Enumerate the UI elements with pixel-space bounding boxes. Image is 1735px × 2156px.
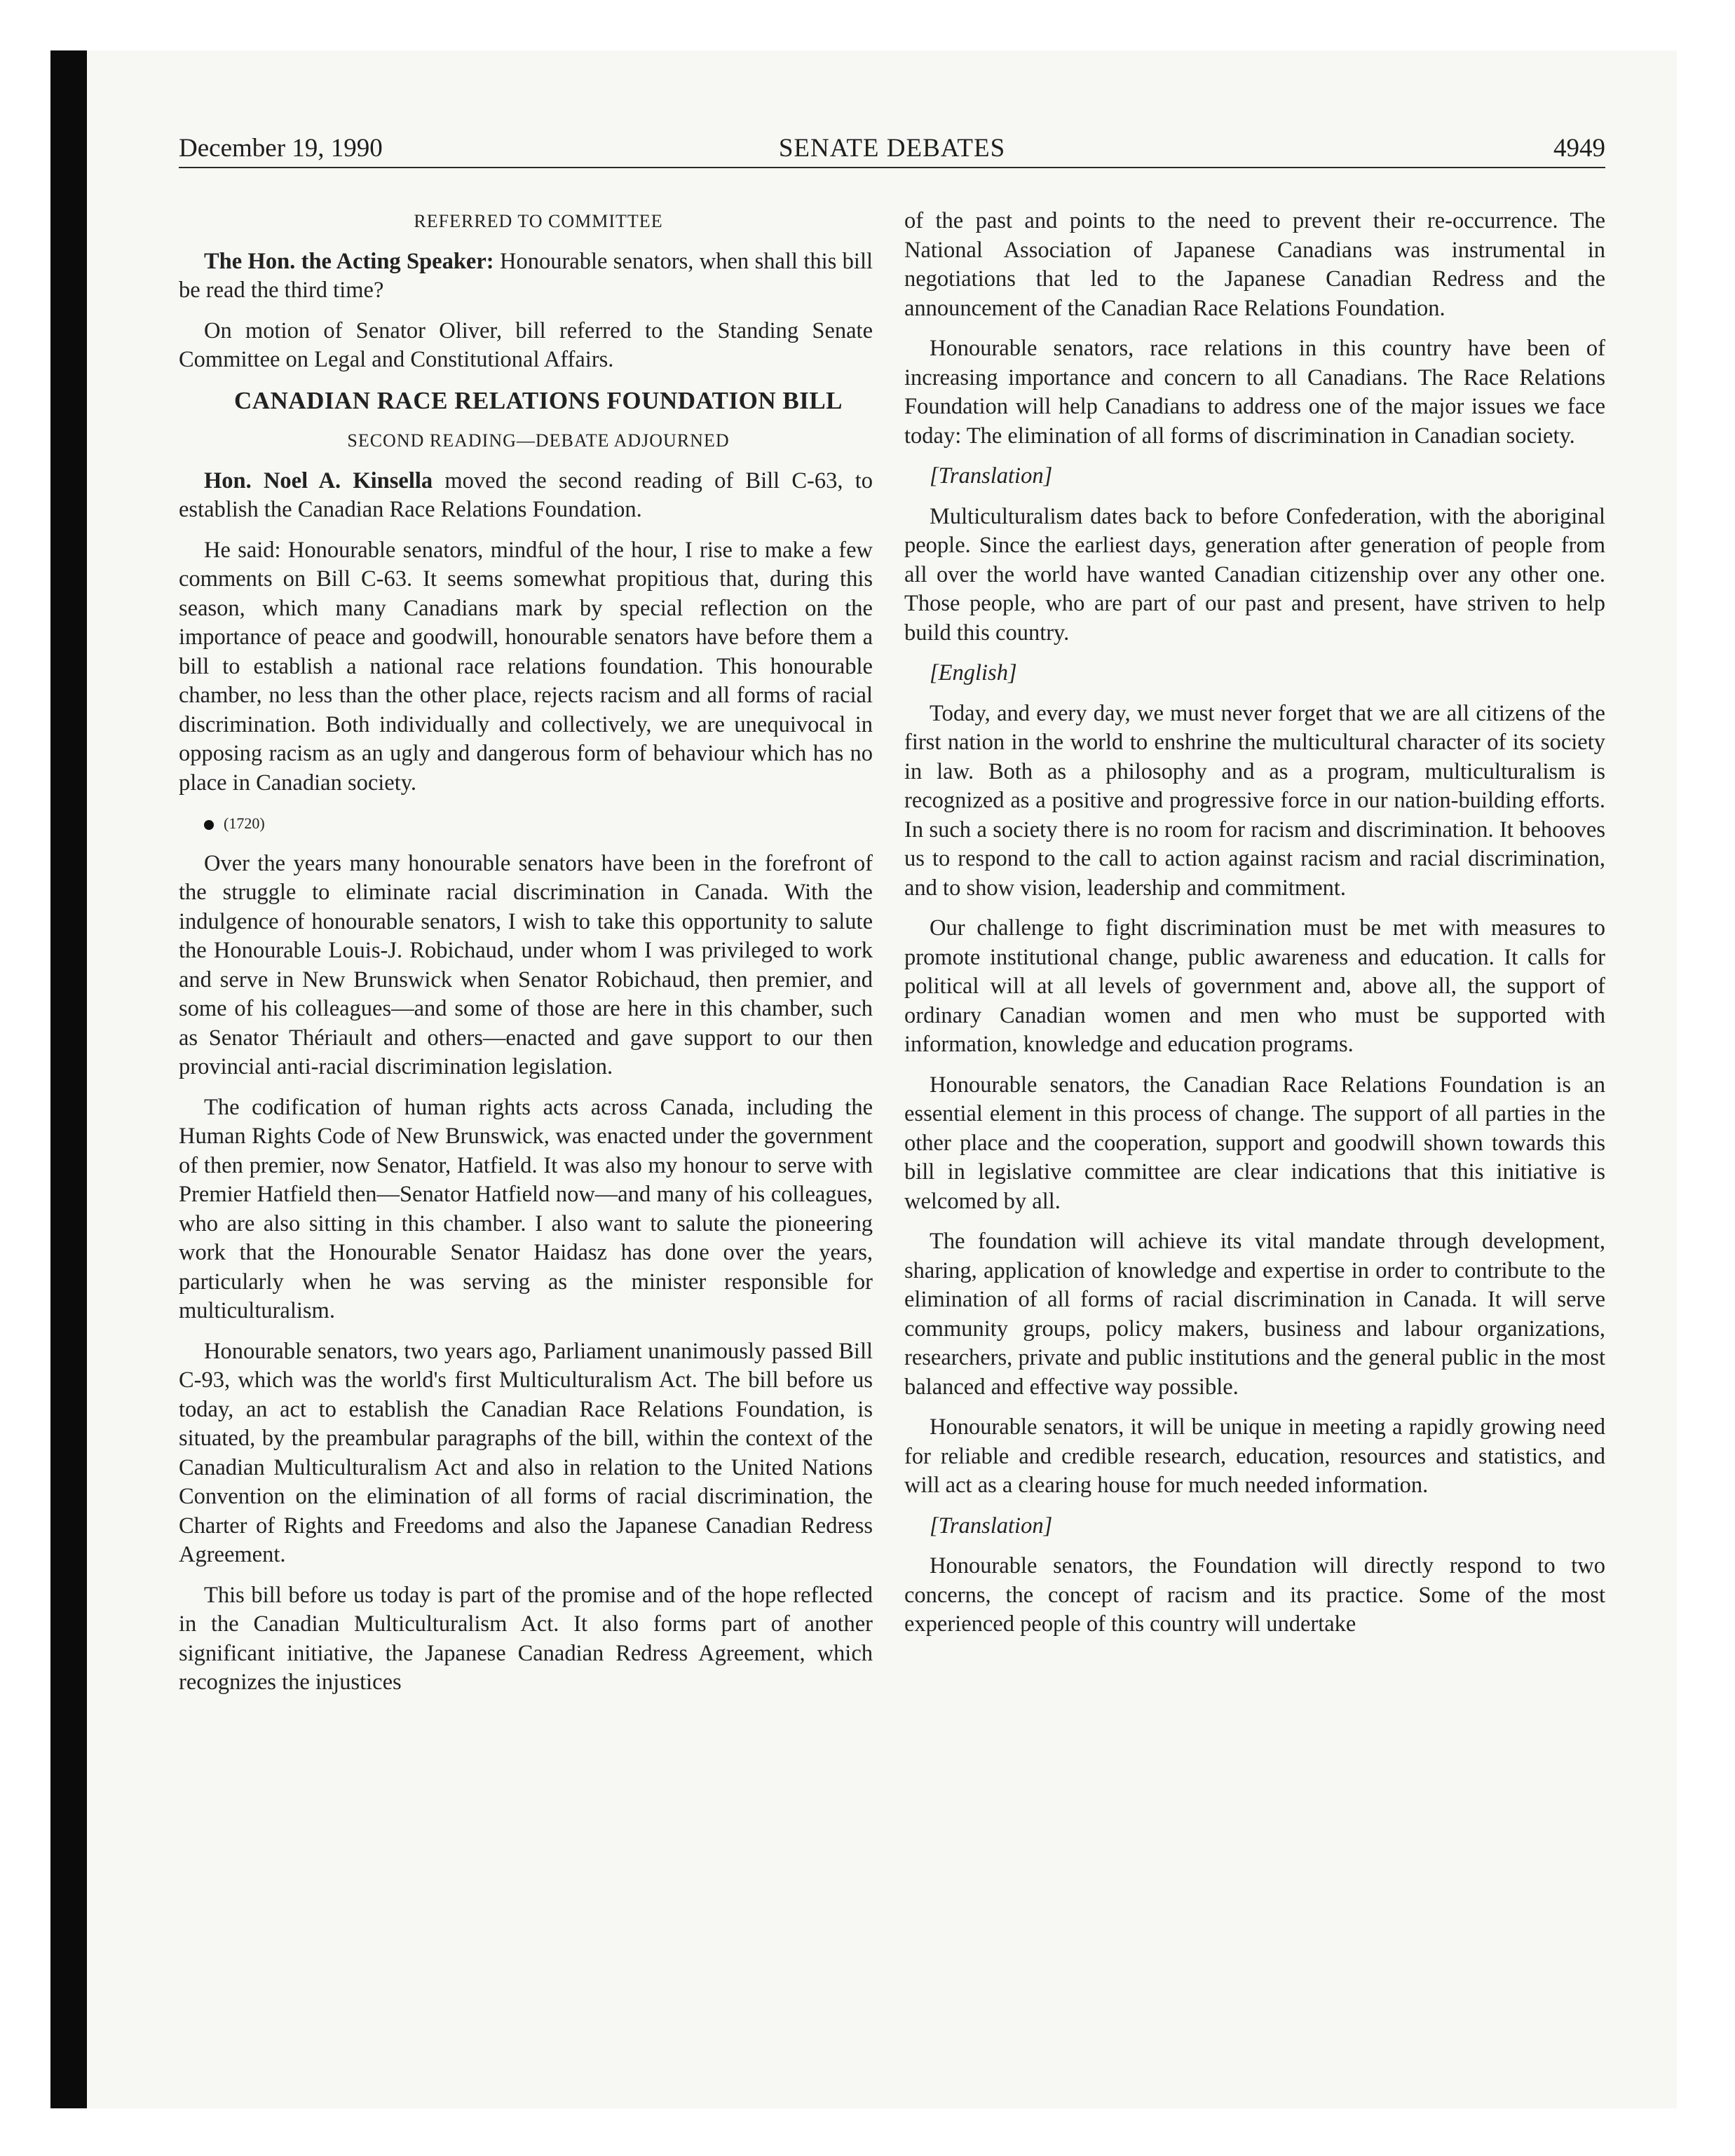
paragraph: Honourable senators, two years ago, Parliament unanimously passed Bill C-93, which was the world's first Multiculturalism Act. The bill before us today, an act to establish the Canadian Race Relations Foundation, is situated, by the preambular paragraphs of the bill, within the context of the Canadian Multiculturalism Act and also in relation to the United Nations Convention on the elimination of all forms of racial discrimination, the Charter of Rights and Freedoms and also the Japanese Canadian Redress Agreement.: [179, 1338, 873, 1567]
paragraph: Our challenge to fight discrimination must be met with measures to promote institutional change, public awareness and education. It calls for political will at all levels of government and, above all, the support of ordinary Canadian women and men who must be supported with information, knowledge and education programs.: [904, 915, 1605, 1057]
page-header: [179, 133, 1605, 170]
header-title: SENATE DEBATES: [778, 134, 1006, 163]
speaker-name: The Hon. the Acting Speaker:: [204, 248, 494, 274]
paragraph: The codification of human rights acts across Canada, including the Human Rights Code of New Brunswick, was enacted under the government of then premier, now Senator, Hatfield. It was also my honour to serve with Premier Hatfield then—Senator Hatfield now—and many of his colleagues, who are also sitting in this chamber. I also want to salute the pioneering work that the Honourable Senator Haidasz has done over the years, particularly when he was serving as the minister responsible for multiculturalism.: [179, 1094, 873, 1323]
paragraph: This bill before us today is part of the promise and of the hope reflected in the Canadian Multiculturalism Act. It also forms part of another significant initiative, the Japanese Canadian Redress Agreement, which recognizes the injustices: [179, 1582, 873, 1695]
paragraph: Multiculturalism dates back to before Confederation, with the aboriginal people. Since the earliest days, generation after generation of people from all over the world have wanted Canadian citizenship over any other one. Those people, who are part of our past and present, have striven to help build this country.: [904, 503, 1605, 646]
paragraph: Honourable senators, the Foundation will directly respond to two concerns, the concept of racism and its practice. Some of the most experienced people of this country will undertake: [904, 1553, 1605, 1637]
paragraph-text: moved the second reading of Bill C-63, to establish the Canadian Race Relations Foundation.: [179, 468, 873, 522]
paragraph-text: Honourable senators, when shall this bill be read the third time?: [179, 248, 873, 303]
section-heading-referred: REFERRED TO COMMITTEE: [414, 211, 663, 231]
paragraph: Today, and every day, we must never forget that we are all citizens of the first nation in the world to enshrine the multicultural character of its society in law. Both as a philosophy and as a program, multiculturalism is recognized as a positive and progressive force in our nation-building efforts. In such a society there is no room for racism and discrimination. It behooves us to respond to the call to action against racism and racial discrimination, and to show vision, leadership and commitment.: [904, 700, 1605, 901]
time-marker-text: (1720): [224, 814, 265, 832]
speaker-name: Hon. Noel A. Kinsella: [204, 468, 433, 493]
time-marker: [179, 809, 873, 838]
paragraph: [179, 247, 873, 306]
paragraph: He said: Honourable senators, mindful of the hour, I rise to make a few comments on Bill C-63. It seems somewhat propitious that, during this season, which many Canadians mark by special reflection on the importance of peace and goodwill, honourable senators have before them a bill to establish a national race relations foundation. This honourable chamber, no less than the other place, rejects racism and all forms of racial discrimination. Both individually and collectively, we are unequivocal in opposing racism as an ugly and dangerous form of behaviour which has no place in Canadian society.: [179, 537, 873, 796]
binding-edge: [50, 50, 87, 2108]
paragraph-continued: of the past and points to the need to prevent their re-occurrence. The National Association of Japanese Canadians was instrumental in negotiations that led to the Japanese Canadian Redress and the announcement of the Canadian Race Relations Foundation.: [904, 208, 1605, 321]
paragraph: Honourable senators, race relations in this country have been of increasing importance and concern to all Canadians. The Race Relations Foundation will help Canadians to address one of the major issues we face today: The elimination of all forms of discrimination in Canadian society.: [904, 336, 1605, 449]
header-date: December 19, 1990: [179, 134, 383, 163]
paragraph: [179, 467, 873, 525]
bill-title: CANADIAN RACE RELATIONS FOUNDATION BILL: [233, 386, 843, 414]
header-page-number: 4949: [1553, 134, 1605, 163]
bill-subtitle: SECOND READING—DEBATE ADJOURNED: [347, 430, 730, 451]
paragraph: Honourable senators, the Canadian Race Relations Foundation is an essential element in this process of change. The support of all parties in the other place and the cooperation, support and goodwill shown towards this bill in legislative committee are clear indications that this initiative is welcomed by all.: [904, 1072, 1605, 1214]
left-column: [179, 207, 873, 1709]
paragraph: On motion of Senator Oliver, bill referred to the Standing Senate Committee on Legal and Constitutional Affairs.: [179, 318, 873, 372]
translation-note: [Translation]: [930, 1513, 1053, 1538]
paragraph: Over the years many honourable senators have been in the forefront of the struggle to eliminate racial discrimination in Canada. With the indulgence of honourable senators, I wish to take this opportunity to salute the Honourable Louis-J. Robichaud, under whom I was privileged to work and serve in New Brunswick when Senator Robichaud, then premier, and some of his colleagues—and some of those are here in this chamber, such as Senator Thériault and others—enacted and gave support to our then provincial anti-racial discrimination legislation.: [179, 850, 873, 1079]
paragraph: The foundation will achieve its vital mandate through development, sharing, application of knowledge and expertise in order to contribute to the elimination of all forms of racial discrimination in Canada. It will serve community groups, policy makers, business and labour organizations, researchers, private and public institutions and the general public in the most balanced and effective way possible.: [904, 1229, 1605, 1400]
paragraph: Honourable senators, it will be unique in meeting a rapidly growing need for reliable and credible research, education, resources and statistics, and will act as a clearing house for much needed information.: [904, 1414, 1605, 1498]
right-column: [904, 207, 1605, 1651]
english-note: [English]: [930, 660, 1017, 685]
translation-note: [Translation]: [930, 463, 1053, 489]
bullet-icon: [204, 820, 214, 830]
header-rule: [179, 167, 1605, 168]
